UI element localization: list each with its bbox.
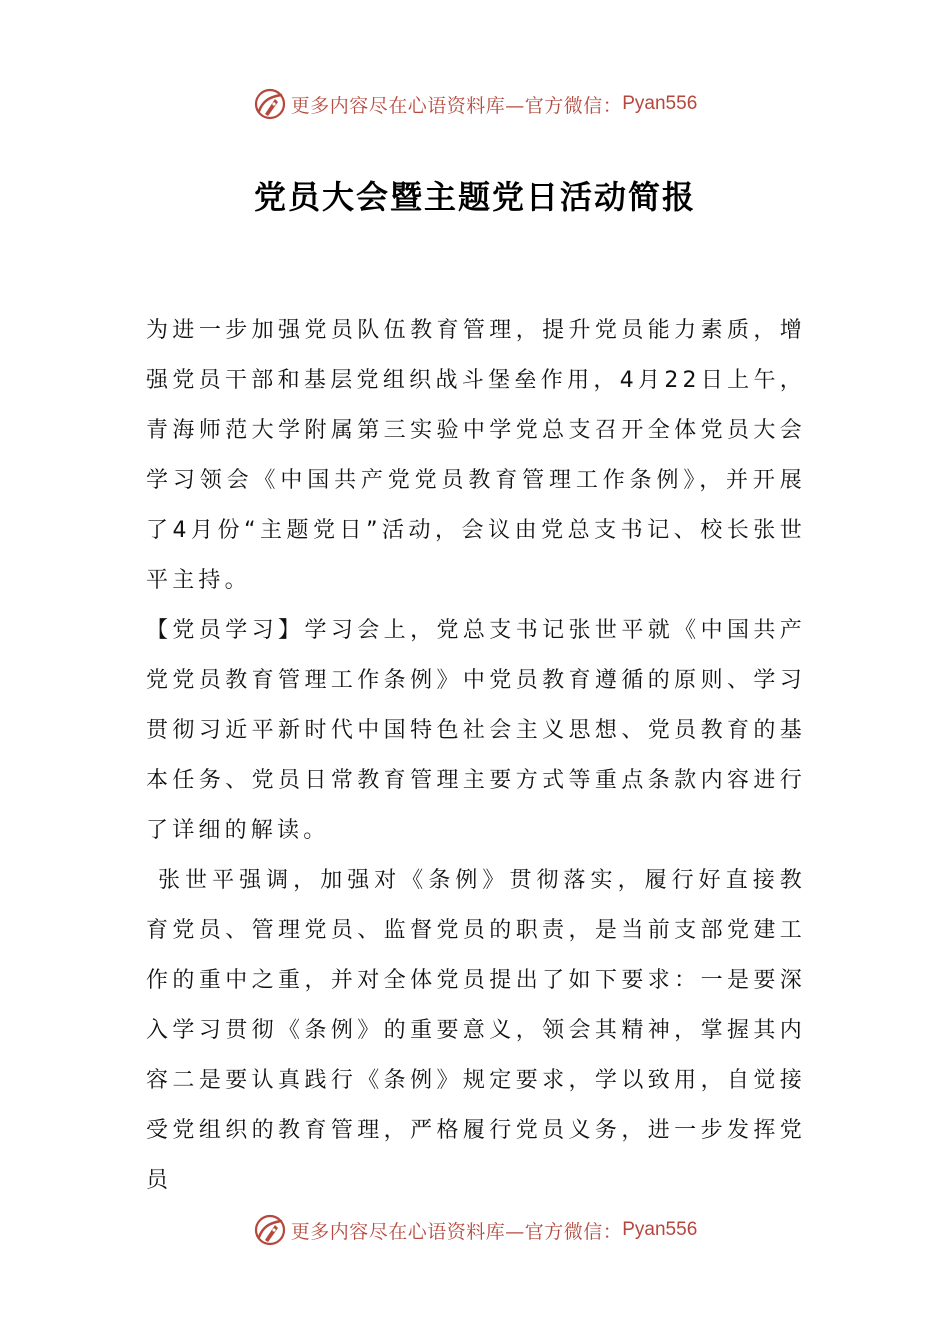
paragraph-requirements: 张世平强调，加强对《条例》贯彻落实，履行好直接教育党员、管理党员、监督党员的职责，是当前支部党建工作的重中之重，并对全体党员提出了如下要求：一是要深入学习贯彻《条例》的重要意义，领会其精神，掌握其内容二是要认真践行《条例》规定要求，学以致用，自觉接受党组织的教育管理，严格履行党员义务，进一步发挥党员 <box>146 868 806 1193</box>
document-body <box>146 306 806 1206</box>
wechat-id: Pyan556 <box>622 1219 698 1240</box>
wechat-id: Pyan556 <box>622 93 698 114</box>
footer-banner <box>0 1210 950 1250</box>
header-banner <box>0 84 950 124</box>
pen-nib-logo-icon <box>253 87 287 121</box>
paragraph-intro: 为进一步加强党员队伍教育管理，提升党员能力素质，增强党员干部和基层党组织战斗堡垒作用，4月22日上午，青海师范大学附属第三实验中学党总支召开全体党员大会学习领会《中国共产党党员教育管理工作条例》，并开展了4月份“主题党日”活动，会议由党总支书记、校长张世平主持。 <box>146 318 806 593</box>
page-title: 党员大会暨主题党日活动简报 <box>253 178 696 216</box>
paragraph-study: 【党员学习】学习会上，党总支书记张世平就《中国共产党党员教育管理工作条例》中党员教育遵循的原则、学习贯彻习近平新时代中国特色社会主义思想、党员教育的基本任务、党员日常教育管理主要方式等重点条款内容进行了详细的解读。 <box>146 618 806 843</box>
pen-nib-logo-icon <box>253 1213 287 1247</box>
banner-text: 更多内容尽在心语资料库—官方微信： <box>290 1220 623 1243</box>
banner-text: 更多内容尽在心语资料库—官方微信： <box>290 94 623 117</box>
